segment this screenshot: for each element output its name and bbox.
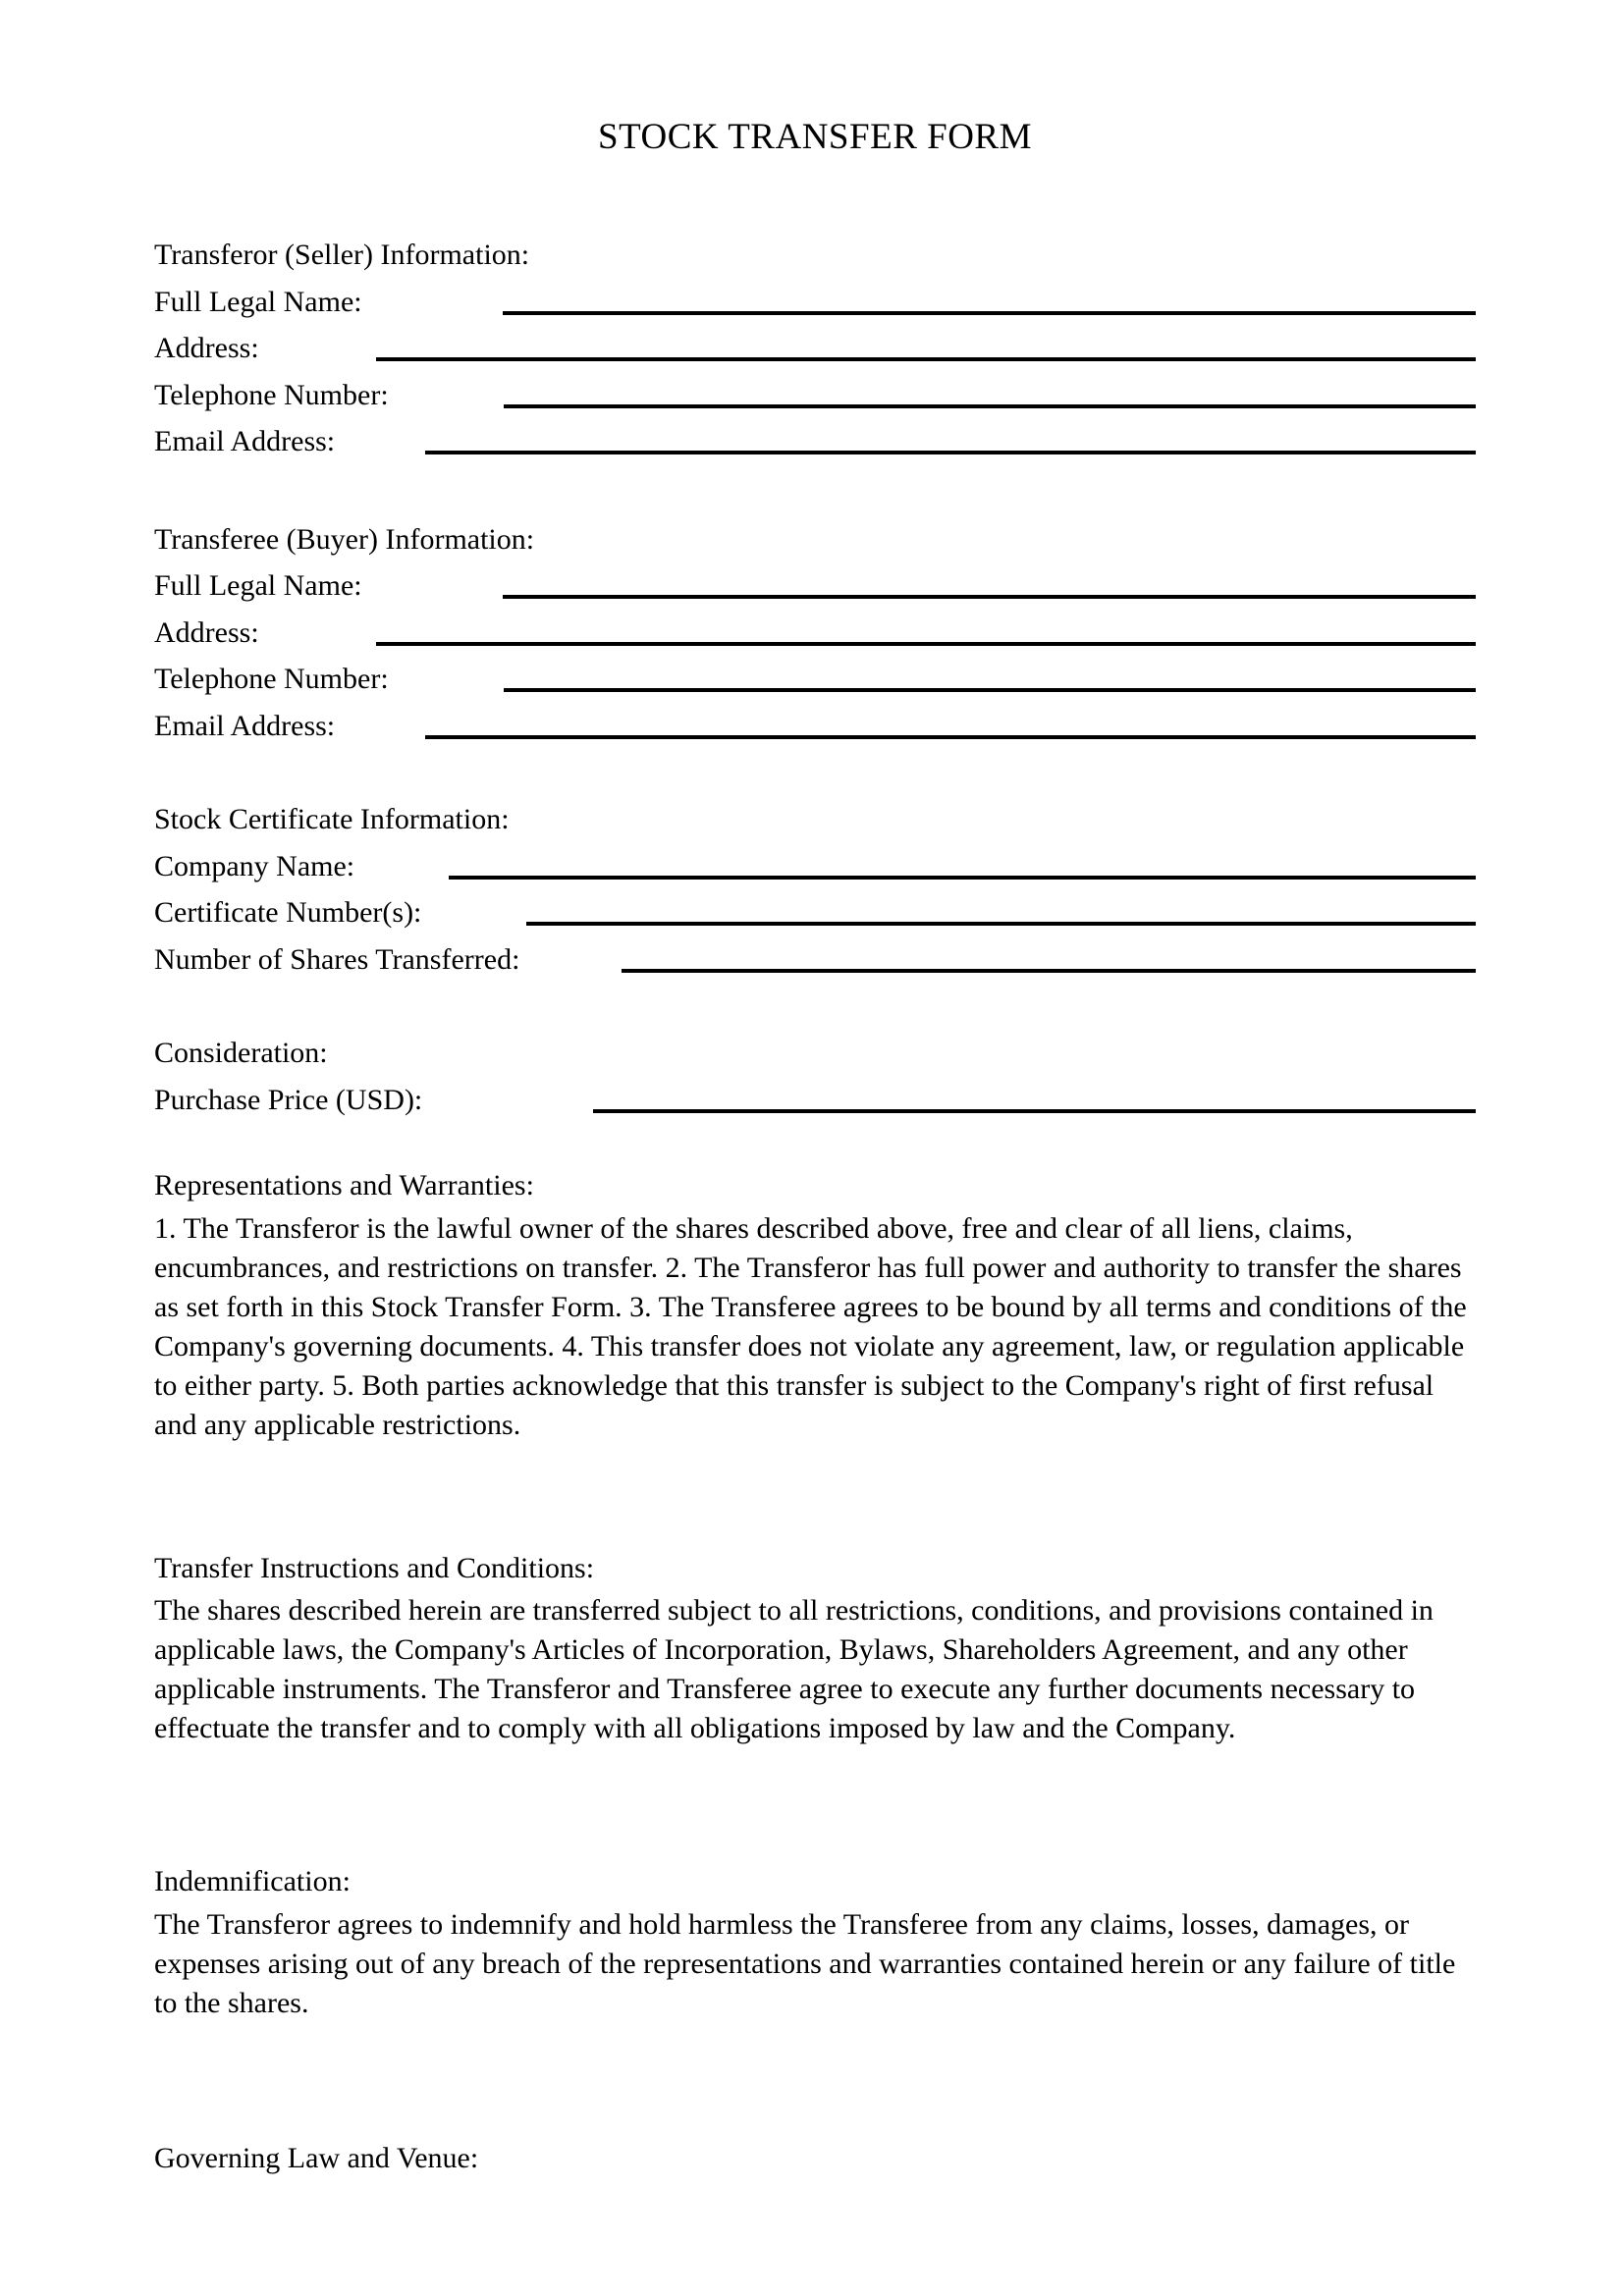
field-row-company-name [154, 843, 1476, 890]
field-label: Email Address: [154, 709, 336, 742]
fill-in-line-transferor-name[interactable] [503, 279, 1476, 315]
field-row-transferor-address [154, 325, 1476, 372]
section-representations [154, 1162, 1476, 1445]
field-row-transferee-address [154, 610, 1476, 657]
section-paragraph: The shares described herein are transferred subject to all restrictions, conditions, and provisions contained in applicable laws, the Company's Articles of Incorporation, Bylaws, Shareholders Agreement, and any other applicable instruments. The Transferor and Transferee agree to execute any further documents necessary to effectuate the transfer and to comply with all obligations imposed by law and the Company. [154, 1594, 1434, 1744]
field-label: Telephone Number: [154, 663, 389, 695]
page-title: STOCK TRANSFER FORM [598, 117, 1032, 157]
field-label: Company Name: [154, 849, 355, 882]
section-heading: Indemnification: [154, 1865, 351, 1897]
field-label: Number of Shares Transferred: [154, 942, 520, 976]
fill-in-line-company-name[interactable] [449, 843, 1476, 880]
fill-in-line-shares-transferred[interactable] [622, 936, 1476, 973]
section-heading: Governing Law and Venue: [154, 2141, 479, 2174]
field-row-transferor-email [154, 418, 1476, 465]
section-instructions [154, 1545, 1476, 1749]
section-paragraph: 1. The Transferor is the lawful owner of the shares described above, free and clear of all liens, claims, encumbrances, and restrictions on transfer. 2. The Transferor has full power and authority to transfer the shares as set forth in this Stock Transfer Form. 3. The Transferee agrees to be bound by all terms and conditions of the Company's governing documents. 4. This transfer does not violate any agreement, law, or regulation applicable to either party. 5. Both parties acknowledge that this transfer is subject to the Company's right of first refusal and any applicable restrictions. [154, 1211, 1467, 1441]
field-row-transferee-phone [154, 656, 1476, 703]
section-heading: Consideration: [154, 1037, 328, 1069]
field-row-transferee-name [154, 562, 1476, 610]
field-row-purchase-price [154, 1077, 1476, 1124]
fill-in-line-transferee-name[interactable] [503, 562, 1476, 599]
section-transferor [154, 232, 1476, 465]
field-label: Certificate Number(s): [154, 896, 422, 929]
fill-in-line-transferor-address[interactable] [376, 325, 1476, 361]
fill-in-line-transferee-email[interactable] [425, 703, 1476, 739]
section-heading: Transfer Instructions and Conditions: [154, 1551, 595, 1584]
fill-in-line-transferee-phone[interactable] [504, 656, 1476, 692]
section-heading: Transferee (Buyer) Information: [154, 522, 535, 556]
fill-in-line-purchase-price[interactable] [593, 1077, 1476, 1113]
field-row-transferee-email [154, 703, 1476, 750]
field-label: Full Legal Name: [154, 569, 362, 602]
section-governing-law [154, 2135, 1476, 2182]
section-indemnification [154, 1858, 1476, 2023]
field-label: Full Legal Name: [154, 285, 362, 318]
field-row-shares-transferred [154, 936, 1476, 984]
fill-in-line-certificate-numbers[interactable] [526, 889, 1476, 926]
section-consideration [154, 1030, 1476, 1123]
section-heading: Stock Certificate Information: [154, 803, 510, 835]
field-row-transferor-phone [154, 372, 1476, 419]
section-transferee [154, 516, 1476, 750]
section-paragraph: The Transferor agrees to indemnify and hold harmless the Transferee from any claims, losses, damages, or expenses arising out of any breach of the representations and warranties contained herein or any failure of title to the shares. [154, 1907, 1456, 2019]
fill-in-line-transferor-phone[interactable] [504, 372, 1476, 408]
field-label: Address: [154, 615, 259, 649]
field-label: Email Address: [154, 425, 336, 457]
field-label: Address: [154, 332, 259, 364]
fill-in-line-transferee-address[interactable] [376, 610, 1476, 646]
section-heading: Representations and Warranties: [154, 1169, 534, 1201]
field-row-certificate-numbers [154, 889, 1476, 936]
field-label: Purchase Price (USD): [154, 1083, 423, 1116]
section-certificate [154, 796, 1476, 983]
section-heading: Transferor (Seller) Information: [154, 239, 530, 271]
field-label: Telephone Number: [154, 378, 389, 411]
fill-in-line-transferor-email[interactable] [425, 418, 1476, 454]
field-row-transferor-name [154, 279, 1476, 326]
